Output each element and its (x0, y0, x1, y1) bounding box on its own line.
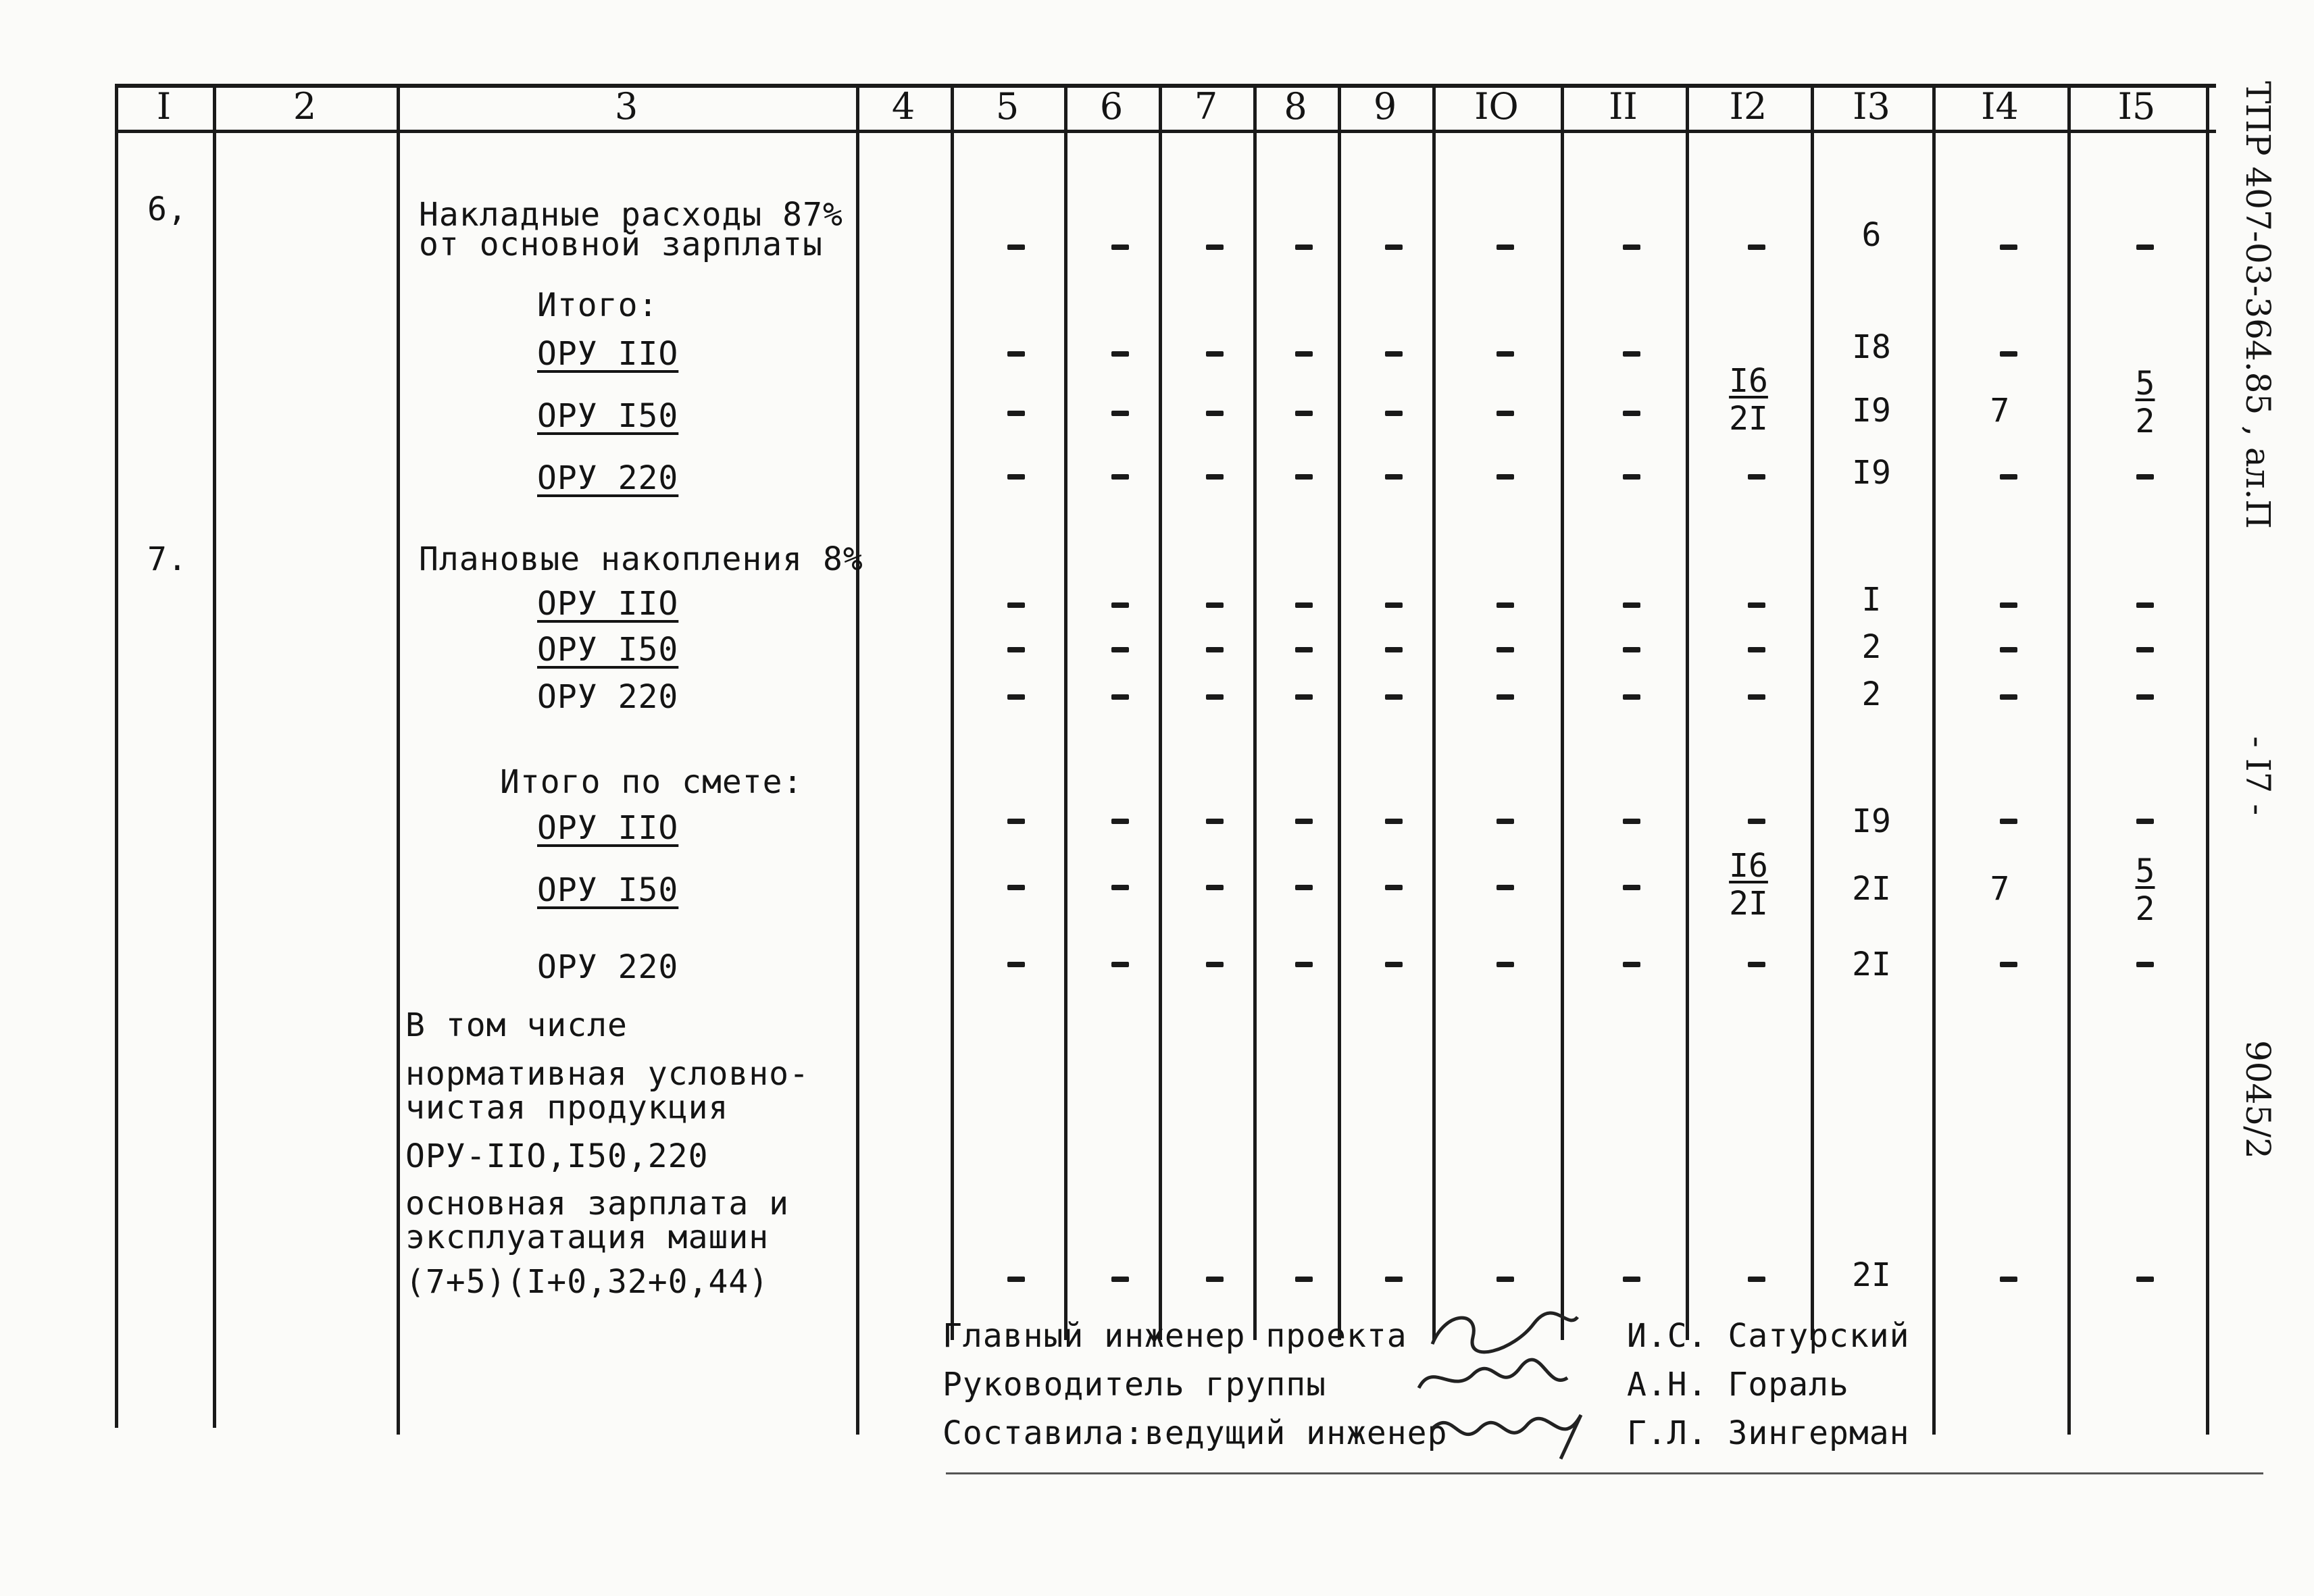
note-line: чистая продукция (405, 1089, 729, 1127)
empty-cell-dash (1295, 647, 1313, 652)
empty-cell-dash (1007, 1277, 1025, 1282)
handwritten-signature (1419, 1304, 1581, 1358)
col-divider (856, 84, 859, 1435)
empty-cell-dash (1748, 602, 1765, 608)
empty-cell-dash (2000, 647, 2017, 652)
empty-cell-dash (1111, 351, 1129, 357)
empty-cell-dash (1007, 602, 1025, 608)
fraction-denominator: 2I (1729, 885, 1768, 923)
cell-value: I9 (1852, 454, 1891, 492)
fraction-denominator: 2 (2135, 890, 2155, 928)
col-header: 4 (891, 85, 915, 128)
empty-cell-dash (2000, 602, 2017, 608)
col-header: II (1609, 85, 1638, 128)
item-label: ОРУ 220 (537, 459, 679, 497)
item-label: ОРУ 220 (537, 948, 679, 986)
empty-cell-dash (1206, 474, 1224, 480)
signature-name: И.С. Сатурский (1627, 1317, 1910, 1355)
row-number: 7. (147, 540, 188, 578)
fraction-value (2111, 365, 2179, 440)
empty-cell-dash (1295, 819, 1313, 824)
empty-cell-dash (1111, 694, 1129, 700)
col-divider (213, 84, 216, 1428)
empty-cell-dash (1385, 962, 1403, 967)
note-line: ОРУ-IIO,I50,220 (405, 1137, 709, 1175)
empty-cell-dash (2000, 244, 2017, 250)
empty-cell-dash (1111, 602, 1129, 608)
col-header: 6 (1099, 85, 1124, 128)
empty-cell-dash (1748, 694, 1765, 700)
fraction-numerator: I6 (1729, 847, 1768, 885)
empty-cell-dash (1206, 647, 1224, 652)
empty-cell-dash (1748, 1277, 1765, 1282)
empty-cell-dash (1623, 647, 1640, 652)
col-header: 5 (995, 85, 1020, 128)
cell-value: I (1861, 581, 1882, 619)
col-divider (951, 84, 954, 1340)
note-line: (7+5)(I+0,32+0,44) (405, 1263, 770, 1301)
empty-cell-dash (1623, 1277, 1640, 1282)
col-divider (2067, 84, 2071, 1435)
empty-cell-dash (1496, 885, 1514, 890)
signature-name: А.Н. Гораль (1627, 1366, 1849, 1404)
empty-cell-dash (1206, 1277, 1224, 1282)
col-header: 9 (1373, 85, 1397, 128)
empty-cell-dash (1007, 819, 1025, 824)
archive-number: 9045/2 (2238, 1040, 2278, 1159)
col-header: 2 (293, 85, 317, 128)
empty-cell-dash (1496, 694, 1514, 700)
empty-cell-dash (1206, 351, 1224, 357)
empty-cell-dash (1206, 602, 1224, 608)
empty-cell-dash (1111, 244, 1129, 250)
empty-cell-dash (1748, 962, 1765, 967)
signature-name: Г.Л. Зингерман (1627, 1414, 1910, 1452)
fraction-value (1715, 847, 1782, 923)
cell-value: I8 (1852, 328, 1891, 366)
empty-cell-dash (1295, 411, 1313, 416)
empty-cell-dash (2000, 351, 2017, 357)
row-description: Плановые накопления 8% (419, 540, 863, 578)
empty-cell-dash (1385, 351, 1403, 357)
signature-role: Главный инженер проекта (942, 1317, 1407, 1355)
empty-cell-dash (1295, 962, 1313, 967)
empty-cell-dash (1385, 474, 1403, 480)
header-bottom-line (115, 130, 2216, 133)
col-divider (1932, 84, 1936, 1435)
cell-value: I9 (1852, 392, 1891, 430)
row-description: от основной зарплаты (419, 226, 823, 263)
empty-cell-dash (2136, 647, 2154, 652)
bottom-rule (946, 1472, 2263, 1474)
note-line: нормативная условно- (405, 1055, 809, 1093)
item-label: ОРУ I50 (537, 871, 679, 909)
empty-cell-dash (1496, 474, 1514, 480)
item-label: ОРУ I50 (537, 397, 679, 435)
signature-role: Руководитель группы (942, 1366, 1327, 1404)
col-header: 7 (1194, 85, 1218, 128)
empty-cell-dash (1623, 962, 1640, 967)
empty-cell-dash (1623, 474, 1640, 480)
empty-cell-dash (2000, 694, 2017, 700)
empty-cell-dash (2000, 474, 2017, 480)
empty-cell-dash (2136, 962, 2154, 967)
empty-cell-dash (1007, 885, 1025, 890)
col-header: I4 (1981, 85, 2019, 128)
empty-cell-dash (1385, 885, 1403, 890)
empty-cell-dash (1206, 244, 1224, 250)
empty-cell-dash (2136, 694, 2154, 700)
note-line: основная зарплата и (405, 1185, 790, 1222)
empty-cell-dash (1496, 411, 1514, 416)
fraction-value (1715, 362, 1782, 438)
empty-cell-dash (1496, 244, 1514, 250)
fraction-denominator: 2I (1729, 400, 1768, 438)
empty-cell-dash (1748, 474, 1765, 480)
col-header: I (156, 85, 172, 128)
page-number: - I7 - (2238, 736, 2278, 816)
empty-cell-dash (1623, 602, 1640, 608)
empty-cell-dash (1748, 819, 1765, 824)
empty-cell-dash (1111, 474, 1129, 480)
handwritten-signature (1412, 1354, 1574, 1408)
empty-cell-dash (1007, 962, 1025, 967)
empty-cell-dash (1206, 819, 1224, 824)
empty-cell-dash (1385, 647, 1403, 652)
cell-value: 2 (1861, 628, 1882, 666)
empty-cell-dash (1623, 351, 1640, 357)
note-line: эксплуатация машин (405, 1218, 770, 1256)
item-label: ОРУ IIO (537, 809, 679, 847)
fraction-value (2111, 852, 2179, 928)
signature-role: Составила:ведущий инженер (942, 1414, 1448, 1452)
empty-cell-dash (2136, 819, 2154, 824)
col-divider (1686, 84, 1689, 1340)
empty-cell-dash (1496, 962, 1514, 967)
row-description: Накладные расходы 87% (419, 196, 843, 234)
col-divider (1064, 84, 1067, 1340)
cell-value: 6 (1861, 216, 1882, 254)
item-label: ОРУ 220 (537, 678, 679, 716)
col-divider (1432, 84, 1436, 1340)
empty-cell-dash (2000, 962, 2017, 967)
empty-cell-dash (1748, 244, 1765, 250)
item-label: ОРУ IIO (537, 585, 679, 623)
empty-cell-dash (1295, 602, 1313, 608)
empty-cell-dash (1496, 819, 1514, 824)
cell-value: 2 (1861, 675, 1882, 713)
col-header: I5 (2117, 85, 2156, 128)
empty-cell-dash (1623, 694, 1640, 700)
cell-value: 2I (1852, 870, 1891, 908)
col-header: IO (1474, 85, 1519, 128)
cell-value: I9 (1852, 802, 1891, 840)
empty-cell-dash (1496, 351, 1514, 357)
fraction-numerator: 5 (2135, 365, 2155, 403)
fraction-denominator: 2 (2135, 403, 2155, 440)
col-divider (115, 84, 118, 1428)
col-divider (2206, 84, 2209, 1435)
empty-cell-dash (1111, 647, 1129, 652)
empty-cell-dash (1623, 819, 1640, 824)
empty-cell-dash (1623, 885, 1640, 890)
col-divider (1253, 84, 1257, 1340)
empty-cell-dash (1295, 351, 1313, 357)
empty-cell-dash (1111, 885, 1129, 890)
empty-cell-dash (1496, 1277, 1514, 1282)
empty-cell-dash (2136, 1277, 2154, 1282)
empty-cell-dash (1007, 474, 1025, 480)
empty-cell-dash (1206, 694, 1224, 700)
empty-cell-dash (1623, 244, 1640, 250)
empty-cell-dash (1623, 411, 1640, 416)
empty-cell-dash (1295, 244, 1313, 250)
cell-value: 2I (1852, 1256, 1891, 1294)
empty-cell-dash (1496, 647, 1514, 652)
cell-value: 7 (1990, 392, 2010, 430)
empty-cell-dash (1295, 694, 1313, 700)
empty-cell-dash (1007, 411, 1025, 416)
empty-cell-dash (1007, 694, 1025, 700)
fraction-numerator: I6 (1729, 362, 1768, 400)
cell-value: 2I (1852, 946, 1891, 983)
cell-value: 7 (1990, 870, 2010, 908)
col-header: I3 (1853, 85, 1890, 128)
empty-cell-dash (1496, 602, 1514, 608)
empty-cell-dash (1295, 474, 1313, 480)
empty-cell-dash (1007, 244, 1025, 250)
item-label: ОРУ I50 (537, 631, 679, 669)
doc-code: ТПР 407-03-364.85 , ал.П (2238, 81, 2278, 530)
empty-cell-dash (2000, 1277, 2017, 1282)
item-label: ОРУ IIO (537, 335, 679, 373)
empty-cell-dash (1748, 647, 1765, 652)
empty-cell-dash (1111, 962, 1129, 967)
note-line: В том числе (405, 1006, 628, 1044)
subtotal-heading: Итого: (537, 286, 659, 324)
col-divider (1338, 84, 1341, 1340)
empty-cell-dash (1206, 411, 1224, 416)
col-header: 8 (1284, 85, 1307, 128)
empty-cell-dash (1295, 885, 1313, 890)
empty-cell-dash (1385, 244, 1403, 250)
total-heading: Итого по смете: (500, 763, 803, 801)
empty-cell-dash (2136, 244, 2154, 250)
empty-cell-dash (1385, 694, 1403, 700)
row-number: 6, (147, 190, 188, 228)
empty-cell-dash (2000, 819, 2017, 824)
fraction-numerator: 5 (2135, 852, 2155, 890)
col-header: 3 (614, 85, 638, 128)
empty-cell-dash (1007, 351, 1025, 357)
empty-cell-dash (1385, 819, 1403, 824)
empty-cell-dash (1385, 1277, 1403, 1282)
empty-cell-dash (1206, 885, 1224, 890)
empty-cell-dash (1007, 647, 1025, 652)
col-divider (397, 84, 400, 1435)
empty-cell-dash (1111, 819, 1129, 824)
empty-cell-dash (1295, 1277, 1313, 1282)
col-header: I2 (1729, 85, 1767, 128)
empty-cell-dash (1206, 962, 1224, 967)
handwritten-signature (1426, 1401, 1601, 1462)
empty-cell-dash (1111, 1277, 1129, 1282)
col-divider (1561, 84, 1564, 1340)
empty-cell-dash (1385, 602, 1403, 608)
col-divider (1159, 84, 1162, 1340)
empty-cell-dash (1385, 411, 1403, 416)
empty-cell-dash (2136, 602, 2154, 608)
empty-cell-dash (1111, 411, 1129, 416)
empty-cell-dash (2136, 474, 2154, 480)
